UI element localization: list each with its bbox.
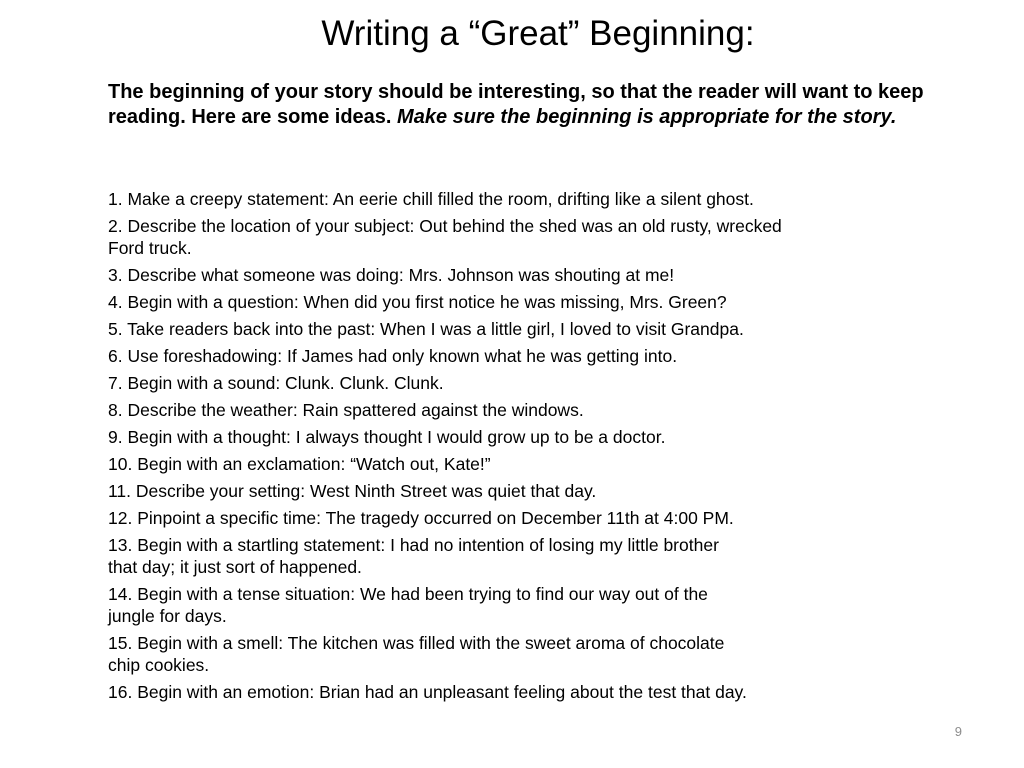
idea-line: 6. Use foreshadowing: If James had only known what he was getting into.: [108, 346, 678, 366]
idea-line: 4. Begin with a question: When did you first notice he was missing, Mrs. Green?: [108, 292, 727, 312]
idea-item: [108, 632, 938, 676]
slide-title: Writing a “Great” Beginning:: [321, 14, 755, 53]
idea-item: [108, 534, 938, 578]
idea-item: [108, 426, 938, 448]
intro-paragraph: [108, 80, 978, 130]
idea-item: [108, 507, 938, 529]
idea-line: jungle for days.: [108, 606, 227, 626]
intro-emphasis: Make sure the beginning is appropriate for the story.: [397, 106, 897, 128]
idea-line: 8. Describe the weather: Rain spattered against the windows.: [108, 400, 584, 420]
idea-line: 14. Begin with a tense situation: We had been trying to find our way out of the: [108, 584, 708, 604]
idea-line: 15. Begin with a smell: The kitchen was filled with the sweet aroma of chocolate: [108, 633, 725, 653]
idea-line: 7. Begin with a sound: Clunk. Clunk. Clunk.: [108, 373, 444, 393]
idea-line: 2. Describe the location of your subject: Out behind the shed was an old rusty, wrecked: [108, 216, 782, 236]
idea-line: chip cookies.: [108, 655, 210, 675]
ideas-list: [108, 188, 938, 708]
idea-item: [108, 681, 938, 703]
idea-item: [108, 372, 938, 394]
idea-line: 11. Describe your setting: West Ninth Street was quiet that day.: [108, 481, 597, 501]
idea-line: 12. Pinpoint a specific time: The tragedy occurred on December 11th at 4:00 PM.: [108, 508, 734, 528]
idea-line: 16. Begin with an emotion: Brian had an unpleasant feeling about the test that day.: [108, 682, 747, 702]
idea-item: [108, 215, 938, 259]
idea-line: 1. Make a creepy statement: An eerie chill filled the room, drifting like a silent ghost.: [108, 189, 754, 209]
idea-item: [108, 480, 938, 502]
idea-line: Ford truck.: [108, 238, 192, 258]
intro-text: The beginning of your story should be interesting, so that the reader will want to keep reading. Here are some ideas.: [108, 81, 924, 128]
idea-line: 13. Begin with a startling statement: I had no intention of losing my little brother: [108, 535, 719, 555]
page-number: 9: [954, 724, 962, 739]
idea-line: 5. Take readers back into the past: When I was a little girl, I loved to visit Grandpa.: [108, 319, 744, 339]
idea-line: 3. Describe what someone was doing: Mrs. Johnson was shouting at me!: [108, 265, 675, 285]
idea-line: 9. Begin with a thought: I always thought I would grow up to be a doctor.: [108, 427, 666, 447]
idea-item: [108, 345, 938, 367]
idea-line: that day; it just sort of happened.: [108, 557, 362, 577]
idea-line: 10. Begin with an exclamation: “Watch out, Kate!”: [108, 454, 491, 474]
idea-item: [108, 291, 938, 313]
idea-item: [108, 264, 938, 286]
idea-item: [108, 399, 938, 421]
idea-item: [108, 318, 938, 340]
idea-item: [108, 583, 938, 627]
idea-item: [108, 453, 938, 475]
idea-item: [108, 188, 938, 210]
